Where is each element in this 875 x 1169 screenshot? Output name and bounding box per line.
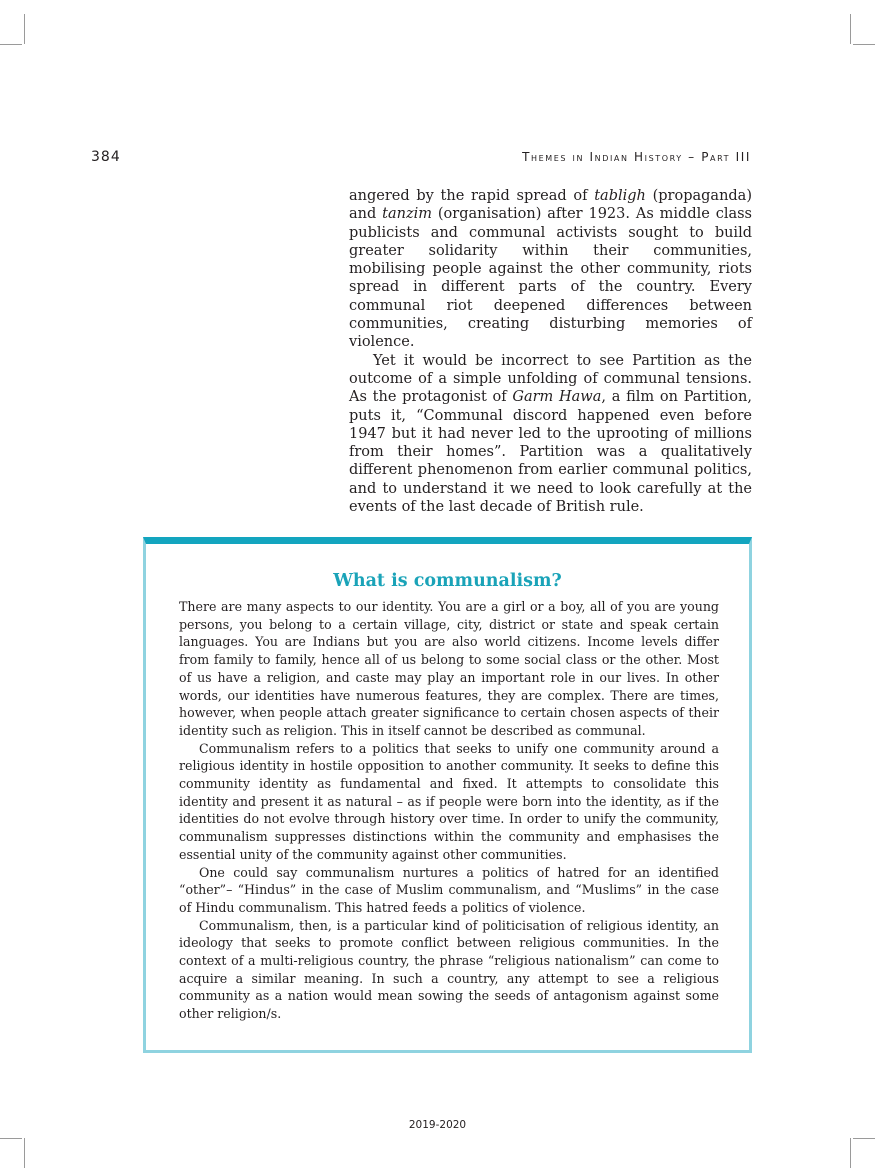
running-head: Themes in Indian History – Part III (522, 150, 751, 164)
footer-year: 2019-2020 (408, 1119, 467, 1131)
crop-mark-top-left (0, 44, 22, 45)
crop-mark-bottom-left (24, 1138, 25, 1168)
text-span: (organisation) after 1923. As middle class publicists and communal activists sought to build greater solidarity within their communities, mobilising people against the other community, riots spread in different parts of the country. Every communal riot deepened differences between communities, creating disturbing memories of violence. (349, 206, 753, 351)
box-paragraph-2: Communalism refers to a politics that seeks to unify one community around a religious identity in hostile opposition to another community. It seeks to define this community identity as fundamental and fixed. It attempts to consolidate this identity and present it as natural – as if people were born into the identity, as if the identities do not evolve through history over time. In order to unify the community, communalism suppresses distinctions within the community and emphasises the essential unity of the community against other communities. (179, 740, 719, 862)
box-paragraph-1: There are many aspects to our identity. You are a girl or a boy, all of you are young persons, you belong to a certain village, city, district or state and speak certain languages. You are Indians but you are also world citizens. Income levels differ from family to family, hence all of us belong to some social class or the other. Most of us have a religion, and caste may play an important role in our lives. In other words, our identities have numerous features, they are complex. There are times, however, when people attach greater significance to certain chosen aspects of their identity such as religion. This in itself cannot be described as communal. (179, 599, 719, 738)
text-span: Yet it would be incorrect to see Partition as the outcome of a simple unfolding of communal tensions. As the protagonist of (349, 352, 752, 406)
crop-mark-top-right (850, 14, 851, 44)
crop-mark-top-right (853, 44, 875, 45)
page-number: 384 (91, 149, 121, 165)
crop-mark-bottom-right (853, 1138, 875, 1139)
main-text-column (349, 187, 752, 516)
text-span: , a film on Partition, puts it, “Communal discord happened even before 1947 but it had never led to the uprooting of millions from their homes”. Partition was a qualitatively different phenomenon from earlier communal politics, and to understand it we need to look carefully at the events of the last decade of British rule. (349, 389, 752, 516)
text-span: (propaganda) and (349, 188, 752, 223)
communalism-box (143, 537, 752, 1053)
crop-mark-bottom-left (0, 1138, 22, 1139)
main-paragraph-1 (349, 187, 752, 352)
crop-mark-bottom-right (850, 1138, 851, 1168)
box-paragraph-3: One could say communalism nurtures a politics of hatred for an identified “other”– “Hindus” in the case of Muslim communalism, and “Muslims” in the case of Hindu communalism. This hatred feeds a politics of violence. (179, 864, 719, 915)
box-paragraph-4: Communalism, then, is a particular kind of politicisation of religious identity, an ideology that seeks to promote conflict between religious communities. In the context of a multi-religious country, the phrase “religious nationalism” can come to acquire a similar meaning. In such a country, any attempt to see a religious community as a nation would mean sowing the seeds of antagonism against some other religion/s. (179, 917, 719, 1022)
main-paragraph-2 (349, 352, 752, 517)
box-body (179, 598, 719, 1023)
term-tanzim: tanzim (382, 206, 432, 223)
box-title: What is communalism? (333, 571, 562, 591)
crop-mark-top-left (24, 14, 25, 44)
film-title: Garm Hawa (512, 389, 602, 406)
term-tabligh: tabligh (594, 188, 646, 204)
text-span: angered by the rapid spread of (349, 188, 595, 204)
